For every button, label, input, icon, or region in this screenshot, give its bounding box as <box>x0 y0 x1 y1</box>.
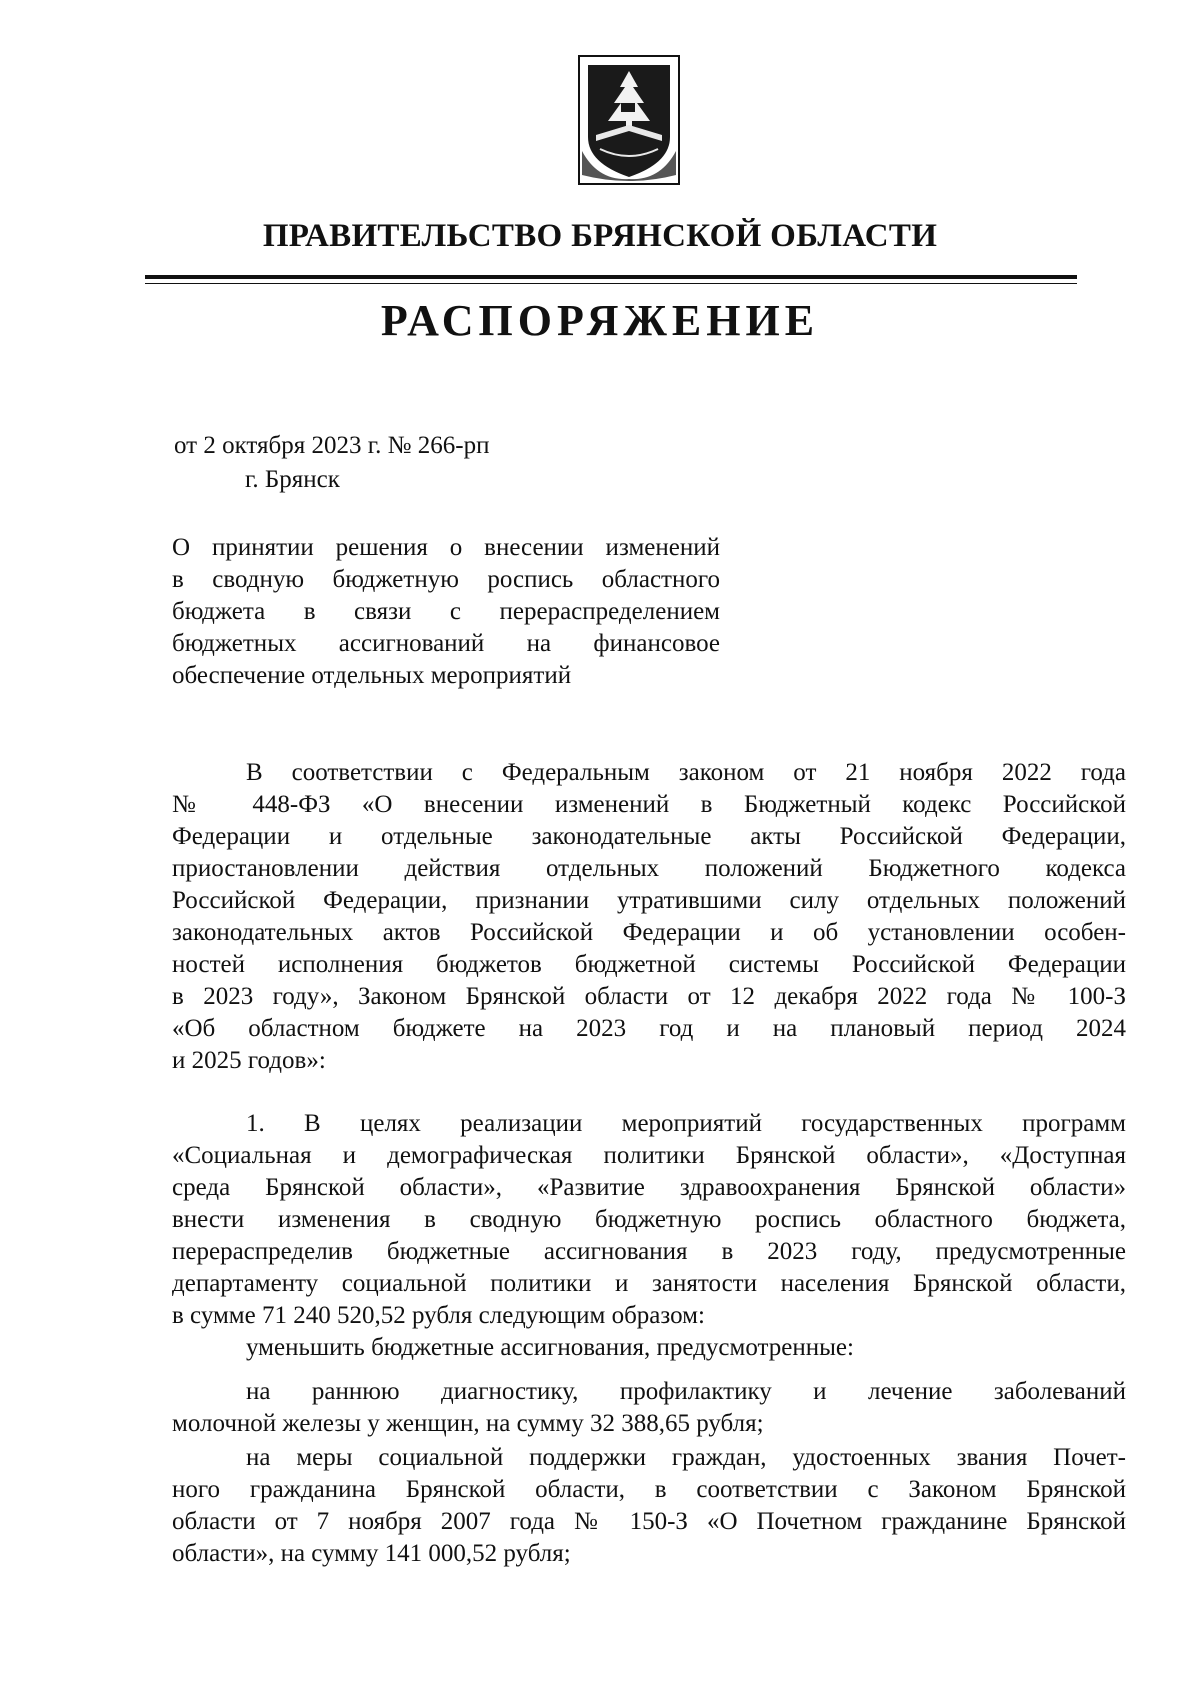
body-line: в сумме 71 240 520,52 рубля следующим образом: <box>172 1302 705 1329</box>
body-line: Российской Федерации, признании утратившими силу отдельных положений <box>172 887 1126 914</box>
document-type-title: РАСПОРЯЖЕНИЕ <box>380 296 820 345</box>
body-line: молочной железы у женщин, на сумму 32 388,65 рубля; <box>172 1410 764 1437</box>
document-city: г. Брянск <box>245 466 340 493</box>
body-line: области», на сумму 141 000,52 рубля; <box>172 1540 571 1567</box>
body-line: в 2023 году», Законом Брянской области от 12 декабря 2022 года № 100-З <box>172 983 1126 1010</box>
body-line: и 2025 годов»: <box>172 1047 326 1074</box>
subject-line: в сводную бюджетную роспись областного <box>172 566 720 593</box>
body-line: В соответствии с Федеральным законом от 21 ноября 2022 года <box>246 759 1126 786</box>
header-rule-thin <box>145 283 1077 284</box>
sub-item-2-paragraph <box>172 1442 1126 1570</box>
body-line: Федерации и отдельные законодательные акты Российской Федерации, <box>172 823 1126 850</box>
body-line: ностей исполнения бюджетов бюджетной системы Российской Федерации <box>172 951 1126 978</box>
body-line: 1. В целях реализации мероприятий государственных программ <box>246 1110 1126 1137</box>
subject-line: О принятии решения о внесении изменений <box>172 534 720 561</box>
body-line: «Об областном бюджете на 2023 год и на плановый период 2024 <box>172 1015 1126 1042</box>
subject-line: обеспечение отдельных мероприятий <box>172 662 572 689</box>
organization-title: ПРАВИТЕЛЬСТВО БРЯНСКОЙ ОБЛАСТИ <box>262 218 938 254</box>
document-date-number: от 2 октября 2023 г. № 266-рп <box>174 432 490 459</box>
body-line: законодательных актов Российской Федерации и об установлении особен- <box>172 919 1126 946</box>
body-line: на раннюю диагностику, профилактику и лечение заболеваний <box>246 1378 1126 1405</box>
body-line: «Социальная и демографическая политики Брянской области», «Доступная <box>172 1142 1126 1169</box>
body-line: приостановлении действия отдельных положений Бюджетного кодекса <box>172 855 1126 882</box>
subject-line: бюджета в связи с перераспределением <box>172 598 720 625</box>
reduce-paragraph <box>172 1332 1126 1364</box>
header-rule <box>145 275 1077 279</box>
sub-item-1-paragraph <box>172 1376 1126 1440</box>
body-line: области от 7 ноября 2007 года № 150-З «О Почетном гражданине Брянской <box>172 1508 1126 1535</box>
subject-line: бюджетных ассигнований на финансовое <box>172 630 720 657</box>
coat-of-arms-icon <box>578 55 680 185</box>
document-subject <box>172 532 720 692</box>
body-line: на меры социальной поддержки граждан, удостоенных звания Почет- <box>246 1444 1126 1471</box>
body-line: среда Брянской области», «Развитие здравоохранения Брянской области» <box>172 1174 1126 1201</box>
body-line: перераспределив бюджетные ассигнования в 2023 году, предусмотренные <box>172 1238 1126 1265</box>
item-1-paragraph <box>172 1108 1126 1332</box>
body-line: внести изменения в сводную бюджетную роспись областного бюджета, <box>172 1206 1126 1233</box>
body-line: департаменту социальной политики и занятости населения Брянской области, <box>172 1270 1126 1297</box>
body-line: ного гражданина Брянской области, в соответствии с Законом Брянской <box>172 1476 1126 1503</box>
preamble-paragraph <box>172 757 1126 1077</box>
body-line: уменьшить бюджетные ассигнования, предусмотренные: <box>246 1334 854 1361</box>
body-line: № 448-ФЗ «О внесении изменений в Бюджетный кодекс Российской <box>172 791 1126 818</box>
